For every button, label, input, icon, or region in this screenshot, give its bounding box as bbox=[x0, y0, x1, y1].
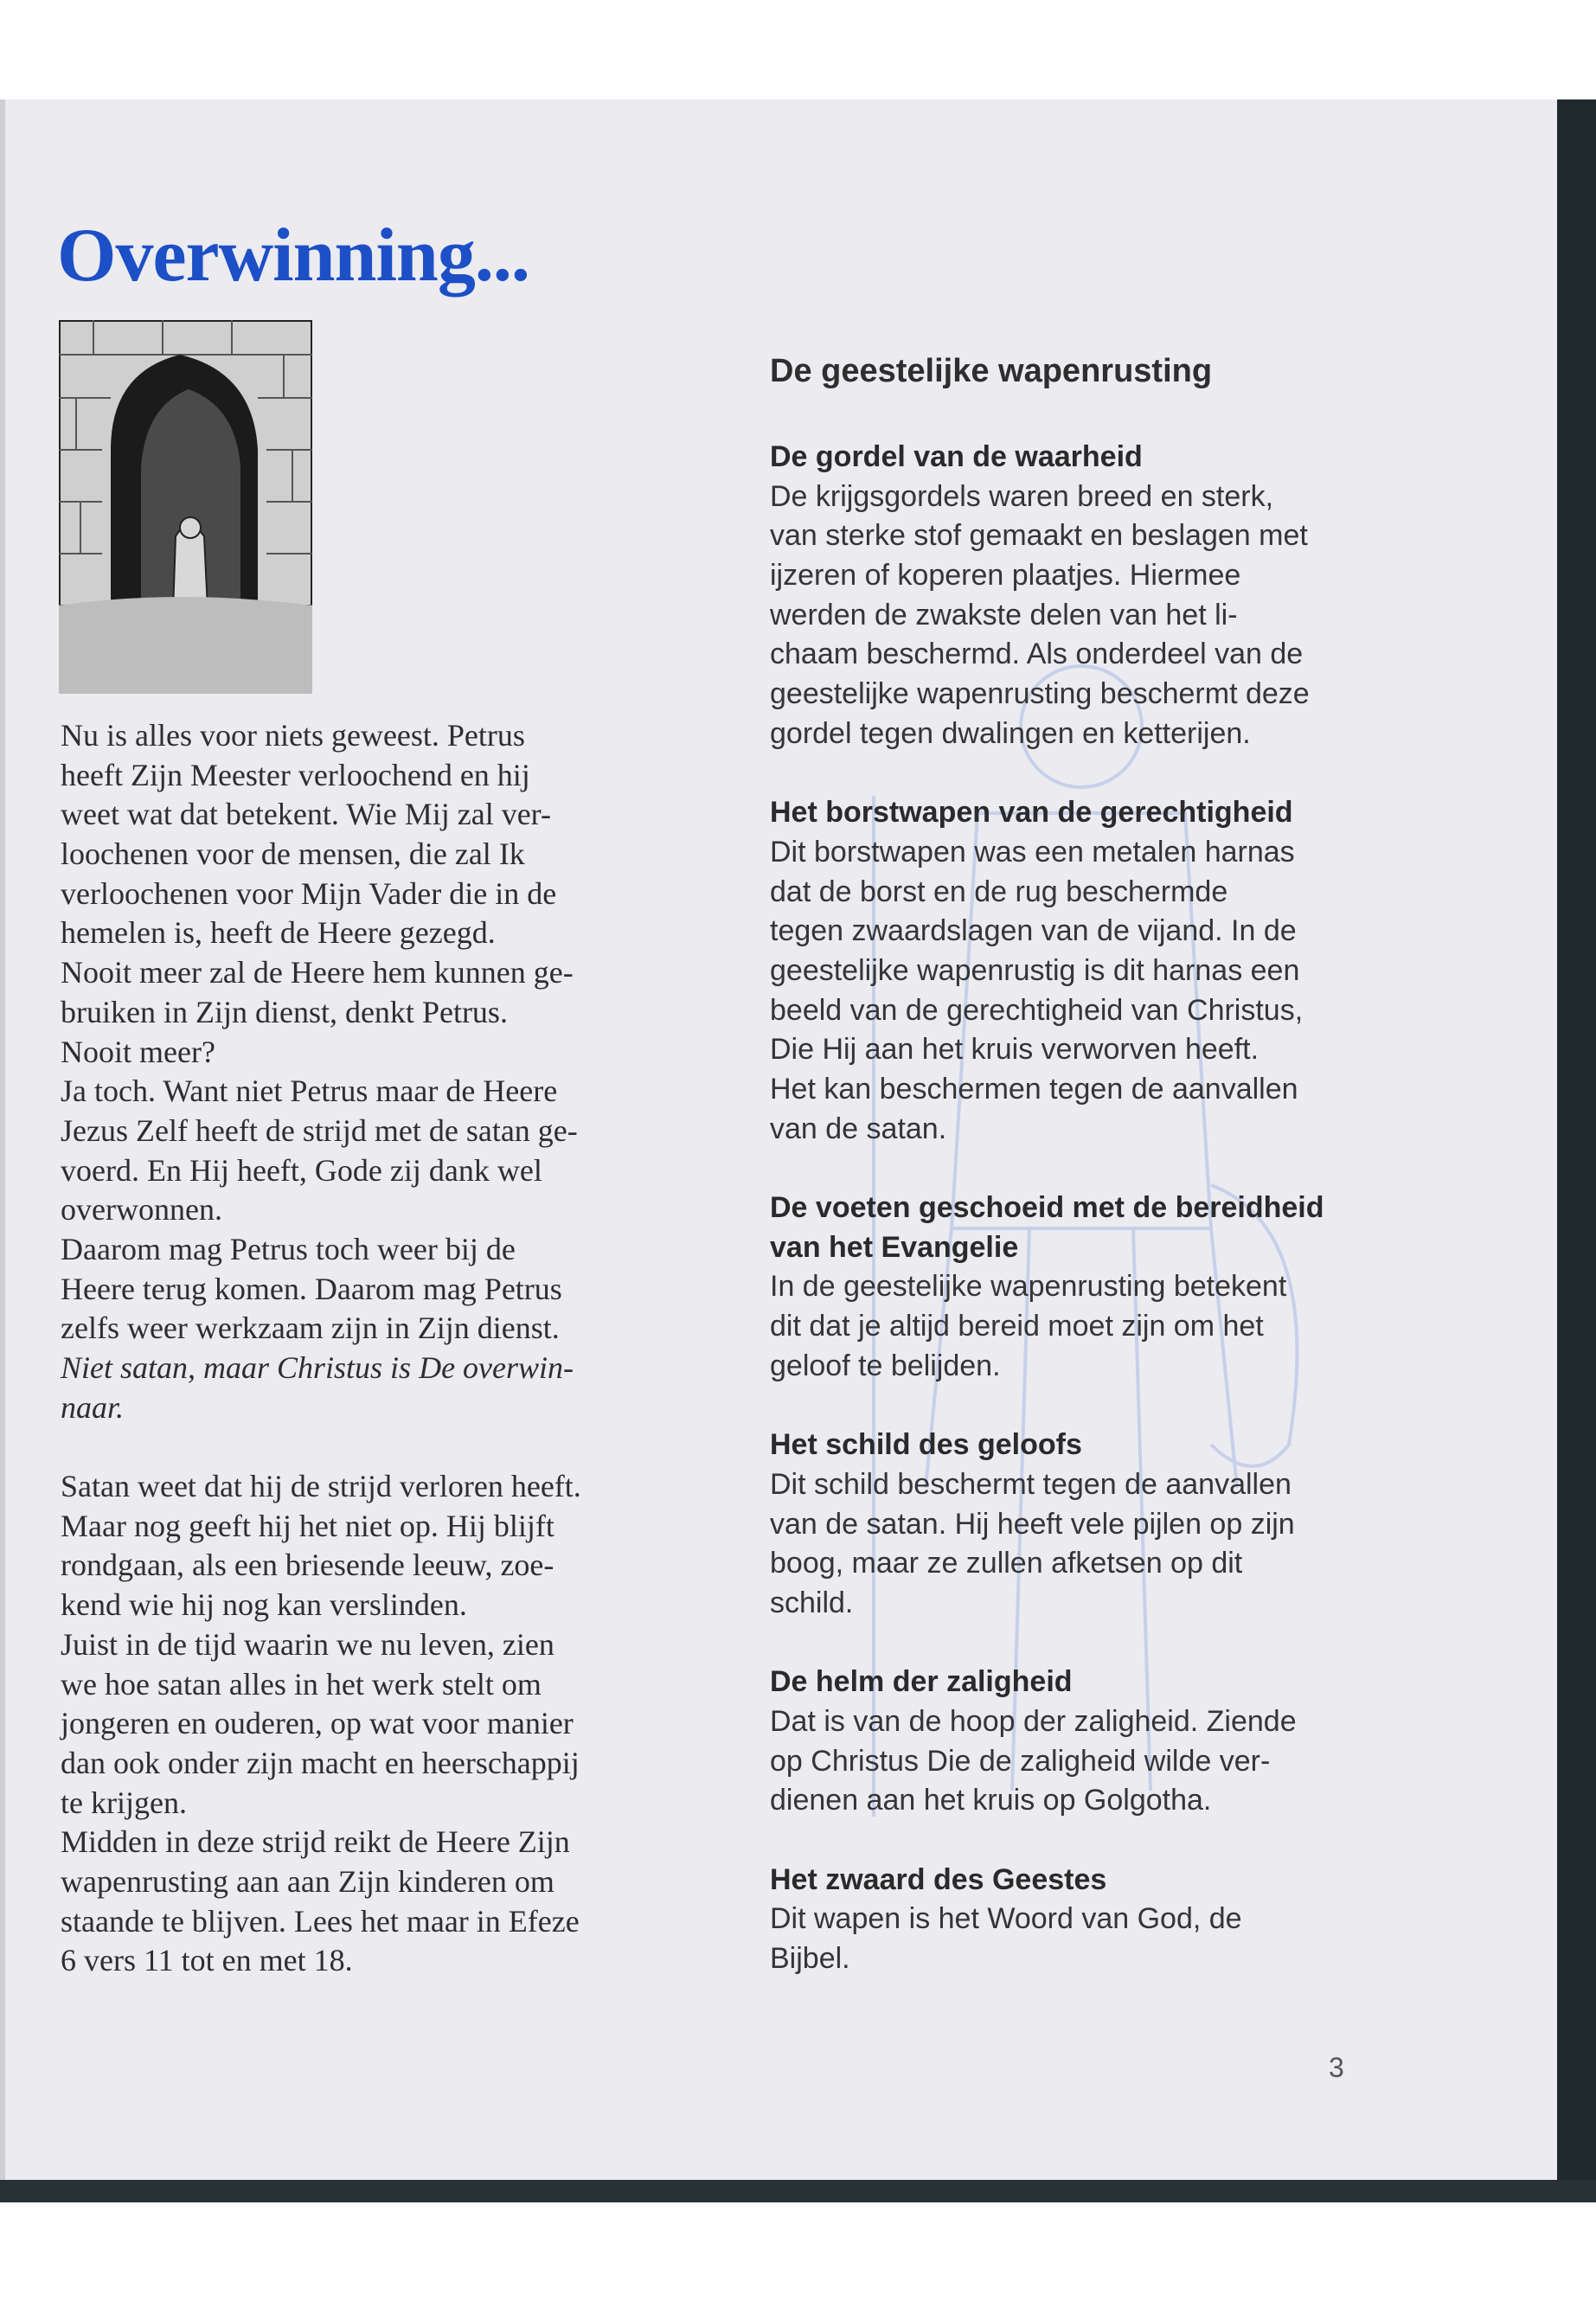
text-line: heeft Zijn Meester verloochend en hij bbox=[61, 757, 530, 792]
section-heading: De geestelijke wapenrusting bbox=[770, 353, 1213, 389]
text-line: van de satan. Hij heeft vele pijlen op zijn bbox=[770, 1507, 1295, 1541]
subsection-heading: Het schild des geloofs bbox=[770, 1428, 1082, 1462]
text-line: werden de zwakste delen van het li- bbox=[770, 598, 1238, 631]
text-line: Dat is van de hoop der zaligheid. Ziende bbox=[770, 1705, 1297, 1738]
text-line: op Christus Die de zaligheid wilde ver- bbox=[770, 1744, 1271, 1778]
page-number: 3 bbox=[1329, 2052, 1344, 2083]
text-line: Daarom mag Petrus toch weer bij de bbox=[61, 1231, 516, 1266]
blank-line bbox=[770, 1624, 1324, 1663]
blank-line bbox=[770, 1149, 1324, 1189]
text-line: wapenrusting aan aan Zijn kinderen om bbox=[61, 1863, 554, 1899]
text-line: Dit wapen is het Woord van God, de bbox=[770, 1902, 1242, 1936]
text-line: schild. bbox=[770, 1586, 854, 1619]
text-line: gordel tegen dwalingen en ketterijen. bbox=[770, 716, 1251, 750]
text-line: dienen aan het kruis op Golgotha. bbox=[770, 1784, 1212, 1817]
text-line: Het kan beschermen tegen de aanvallen bbox=[770, 1073, 1298, 1106]
text-line: staande te blijven. Lees het maar in Efeze bbox=[61, 1903, 580, 1939]
text-line: 6 vers 11 tot en met 18. bbox=[61, 1943, 353, 1978]
text-line: voerd. En Hij heeft, Gode zij dank wel bbox=[61, 1152, 542, 1188]
text-line: De krijgsgordels waren breed en sterk, bbox=[770, 479, 1274, 513]
text-line: verloochenen voor Mijn Vader die in de bbox=[61, 875, 557, 911]
text-line: loochenen voor de mensen, die zal Ik bbox=[61, 836, 525, 872]
text-line: Bijbel. bbox=[770, 1942, 850, 1976]
text-line: Die Hij aan het kruis verworven heeft. bbox=[770, 1033, 1259, 1067]
page-title: Overwinning... bbox=[57, 214, 529, 298]
text-line: Dit borstwapen was een metalen harnas bbox=[770, 835, 1295, 868]
text-line: dit dat je altijd bereid moet zijn om het bbox=[770, 1310, 1264, 1343]
text-line: Jezus Zelf heeft de strijd met de satan ge- bbox=[61, 1112, 578, 1148]
text-line: geestelijke wapenrusting beschermt deze bbox=[770, 677, 1310, 711]
text-line: In de geestelijke wapenrusting betekent bbox=[770, 1270, 1287, 1304]
blank-line bbox=[770, 754, 1324, 794]
subsection-heading: De voeten geschoeid met de bereidheid bbox=[770, 1191, 1324, 1225]
text-line: van de satan. bbox=[770, 1112, 947, 1145]
text-line: Nooit meer? bbox=[61, 1034, 215, 1069]
text-line: dat de borst en de rug beschermde bbox=[770, 875, 1228, 908]
text-line: van sterke stof gemaakt en beslagen met bbox=[770, 519, 1308, 553]
text-line: overwonnen. bbox=[61, 1192, 222, 1227]
text-line: rondgaan, als een briesende leeuw, zoe- bbox=[61, 1548, 554, 1583]
left-column-text bbox=[61, 716, 581, 1981]
subsection-heading: Het zwaard des Geestes bbox=[770, 1862, 1107, 1896]
text-line: Dit schild beschermt tegen de aanvallen bbox=[770, 1467, 1292, 1501]
blank-line bbox=[61, 1427, 581, 1467]
text-line: Heere terug komen. Daarom mag Petrus bbox=[61, 1271, 562, 1306]
right-column-text bbox=[770, 438, 1324, 1979]
text-line: Satan weet dat hij de strijd verloren heeft. bbox=[61, 1469, 581, 1504]
text-line: weet wat dat betekent. Wie Mij zal ver- bbox=[61, 797, 551, 832]
gothic-doorway-illustration bbox=[59, 320, 312, 694]
text-line: ijzeren of koperen plaatjes. Hiermee bbox=[770, 559, 1241, 593]
text-line: dan ook onder zijn macht en heerschappij bbox=[61, 1745, 580, 1780]
text-line: zelfs weer werkzaam zijn in Zijn dienst. bbox=[61, 1311, 560, 1346]
text-line: we hoe satan alles in het werk stelt om bbox=[61, 1666, 542, 1702]
text-line: kend wie hij nog kan verslinden. bbox=[61, 1587, 467, 1623]
text-line: te krijgen. bbox=[61, 1785, 187, 1820]
subsection-heading: Het borstwapen van de gerechtigheid bbox=[770, 796, 1293, 830]
blank-line bbox=[770, 1821, 1324, 1861]
text-line: hemelen is, heeft de Heere gezegd. bbox=[61, 915, 496, 951]
subsection-heading: De gordel van de waarheid bbox=[770, 440, 1143, 473]
blank-line bbox=[770, 1387, 1324, 1426]
text-line: bruiken in Zijn dienst, denkt Petrus. bbox=[61, 994, 508, 1029]
text-line: Niet satan, maar Christus is De overwin- bbox=[61, 1350, 574, 1385]
book-cover-edge-bottom bbox=[0, 2180, 1596, 2202]
text-line: naar. bbox=[61, 1389, 125, 1425]
text-line: jongeren en ouderen, op wat voor manier bbox=[61, 1706, 574, 1741]
text-line: Ja toch. Want niet Petrus maar de Heere bbox=[61, 1074, 558, 1109]
text-line: tegen zwaardslagen van de vijand. In de bbox=[770, 914, 1297, 948]
text-line: chaam beschermd. Als onderdeel van de bbox=[770, 638, 1304, 671]
text-line: Nooit meer zal de Heere hem kunnen ge- bbox=[61, 955, 574, 990]
text-line: boog, maar ze zullen afketsen op dit bbox=[770, 1547, 1243, 1580]
subsection-heading: van het Evangelie bbox=[770, 1230, 1019, 1264]
text-line: Juist in de tijd waarin we nu leven, zien bbox=[61, 1626, 554, 1662]
text-line: Midden in deze strijd reikt de Heere Zijn bbox=[61, 1824, 570, 1860]
text-line: Maar nog geeft hij het niet op. Hij blijft bbox=[61, 1508, 554, 1543]
text-line: geestelijke wapenrustig is dit harnas een bbox=[770, 953, 1300, 987]
text-line: geloof te belijden. bbox=[770, 1349, 1001, 1382]
text-line: Nu is alles voor niets geweest. Petrus bbox=[61, 718, 525, 753]
book-cover-edge-right bbox=[1557, 99, 1596, 2202]
text-line: beeld van de gerechtigheid van Christus, bbox=[770, 993, 1304, 1027]
subsection-heading: De helm der zaligheid bbox=[770, 1665, 1073, 1699]
